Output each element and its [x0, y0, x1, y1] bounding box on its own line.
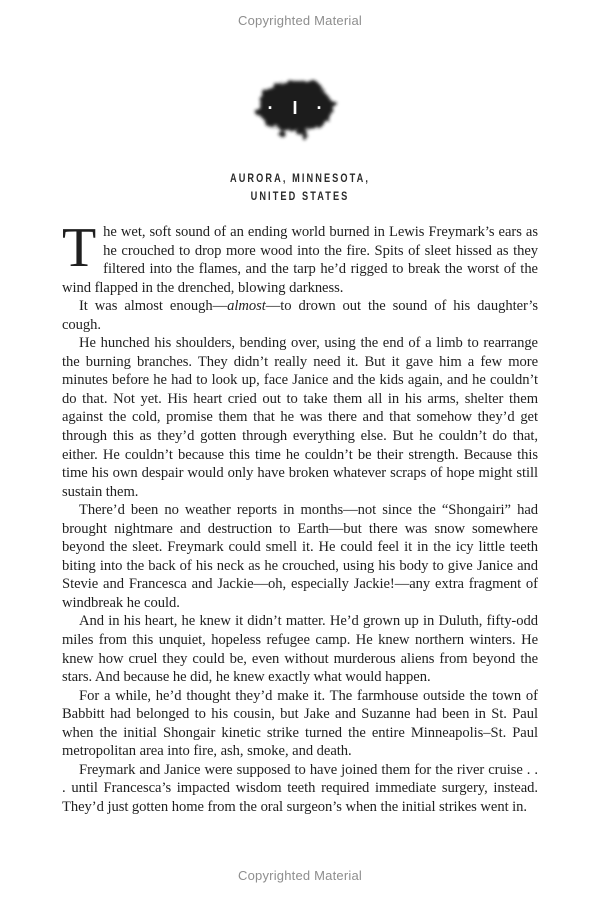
text-run: —to drown out the sound of his daughter’s cough. — [62, 298, 538, 333]
paragraph — [62, 761, 538, 817]
heading-line-2: UNITED STATES — [250, 191, 350, 203]
chapter-ornament — [245, 72, 345, 147]
paragraph — [62, 334, 538, 501]
paragraph — [62, 217, 538, 297]
text-run: There’d been no weather reports in months—not since the “Shongairi” had brought nightmare and destruction to Earth—but there was snow somewhere beyond the sleet. Freymark could smell it. He could feel it in the icy little teeth biting into the back of his neck as he crouched, using his body to give Janice and Stevie and Francesca and Jackie—oh, especially Jackie!—any extra fragment of windbreak he could. — [62, 502, 538, 611]
copyright-notice-bottom: Copyrighted Material — [238, 868, 362, 883]
chapter-location-heading — [60, 170, 540, 206]
text-run: he wet, soft sound of an ending world burned in Lewis Freymark’s ears as he crouched to drop more wood into the fire. Spits of sleet hissed as they filtered into the flames, and the tarp he’d rigged to break the worst of the wind flapped in the drenched, blowing darkness. — [62, 224, 538, 296]
text-run: Freymark and Janice were supposed to have joined them for the river cruise . . . until Francesca’s impacted wisdom teeth required immediate surgery, instead. They’d just gotten home from the oral surgeon’s when the initial strikes went in. — [62, 761, 538, 815]
text-run: And in his heart, he knew it didn’t matter. He’d grown up in Duluth, fifty-odd miles from this unquiet, hopeless refugee camp. He knew northern winters. He knew how cruel they could be, even without murderous aliens from beyond the stars. And because he did, he knew exactly what would happen. — [62, 613, 538, 686]
paragraph — [62, 687, 538, 761]
text-run: For a while, he’d thought they’d make it. The farmhouse outside the town of Babbitt had belonged to his cousin, but Jake and Suzanne had been in St. Paul when the initial Shongair kinetic strike turned the entire Minneapolis–St. Paul metropolitan area into fire, ash, smoke, and death. — [62, 687, 538, 760]
text-run: He hunched his shoulders, bending over, using the end of a limb to rearrange the burning branches. They didn’t really need it. But it gave him a few more minutes before he had to look up, face Janice and the kids again, and he couldn’t do that. Not yet. His heart cried out to take them all in his arms, shelter them against the cold, promise them that he was there and that somehow they’d get through this as they’d gotten through everything else. But he couldn’t do that, either. He couldn’t because this time he couldn’t be their strength. Because this time his own despair would only have broken whatever scraps of hope might still sustain them. — [62, 335, 538, 500]
emphasized-text: almost — [227, 298, 266, 315]
text-run: It was almost enough— — [79, 298, 228, 315]
paragraph — [62, 501, 538, 612]
paragraph — [62, 297, 538, 334]
body-text — [62, 217, 538, 817]
copyright-notice-top: Copyrighted Material — [238, 13, 362, 28]
paragraph — [62, 612, 538, 686]
chapter-number: · I · — [267, 97, 330, 118]
drop-cap: T — [62, 217, 97, 279]
heading-line-1: AURORA, MINNESOTA, — [229, 173, 370, 185]
